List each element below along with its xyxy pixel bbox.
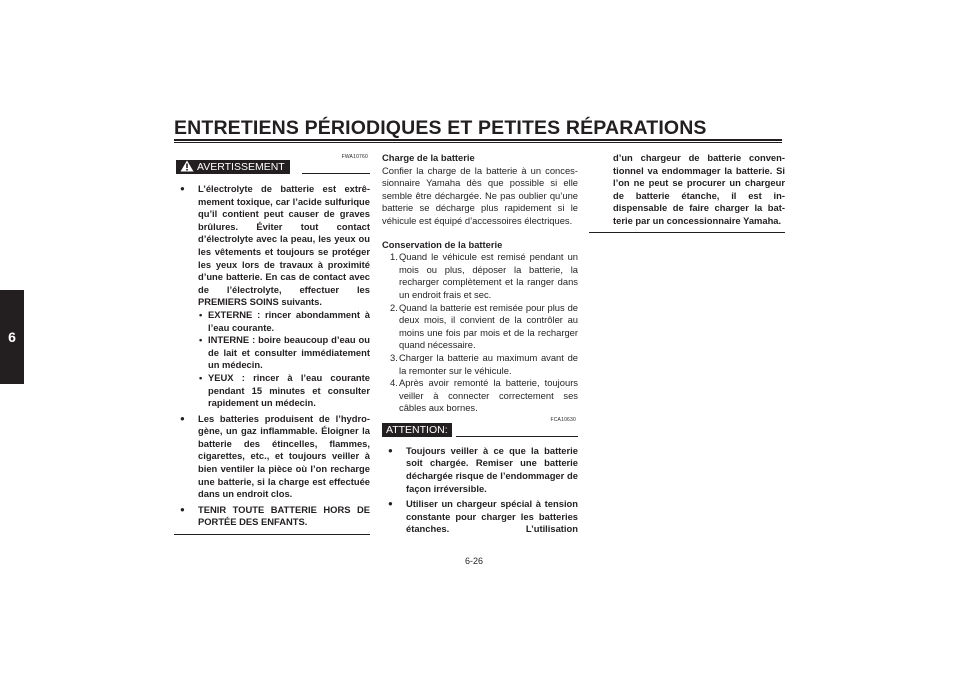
page-title: ENTRETIENS PÉRIODIQUES ET PETITES RÉPARATIONS <box>174 117 707 139</box>
step-text: Charger la batterie au maximum avant de la remonter sur le véhicule. <box>399 351 578 376</box>
warning-sub-text: INTERNE : boire beaucoup d’eau ou de lait et consulter immédiatement un médecin. <box>208 334 370 371</box>
bullet-dot-icon: ● <box>180 413 185 423</box>
warning-bullet <box>174 504 370 529</box>
step-text: Quand le véhicule est remisé pendant un mois ou plus, déposer la batterie, la recharger complètement et la ranger dans un endroit frais et sec. <box>399 251 578 300</box>
warning-header-rule <box>302 173 370 174</box>
chapter-tab: 6 <box>0 290 24 384</box>
storage-title: Conservation de la batterie <box>382 238 503 250</box>
warning-sub-text: YEUX : rincer à l’eau courante pendant 15 minutes et consulter rapidement un médecin. <box>208 371 370 409</box>
warning-bullet <box>174 413 370 501</box>
warning-label: AVERTISSEMENT <box>197 161 285 173</box>
warning-sub-bullet <box>174 334 370 372</box>
warning-triangle-icon <box>180 160 194 172</box>
sub-bullet-dot-icon: • <box>199 308 203 320</box>
step-number: 2. <box>390 301 398 313</box>
warning-bullet-text: TENIR TOUTE BATTERIE HORS DE PORTÉE DES ENFANTS. <box>198 503 370 528</box>
page-number: 6-26 <box>465 556 484 566</box>
bullet-dot-icon: ● <box>388 445 393 455</box>
attention-bullet-text: Toujours veiller à ce que la batterie soit chargée. Remiser une batterie déchargée risque de l’endommager de façon irréversible. <box>406 444 578 494</box>
attention-header <box>382 415 578 437</box>
attention-header-rule <box>456 436 578 437</box>
warning-sub-text: EXTERNE : rincer abondamment à l’eau courante. <box>208 308 370 333</box>
bullet-dot-icon: ● <box>180 184 185 193</box>
step-number: 1. <box>390 251 398 263</box>
title-rule <box>174 139 782 141</box>
warning-sub-bullet <box>174 372 370 410</box>
charge-text: Confier la charge de la batterie à un concessionnaire Yamaha dès que possible si elle semble être déchargée. Ne pas oublier qu’une batterie se décharge plus rapidement si le véhicule est équipé d’accessoires électriques. <box>382 164 578 226</box>
step-text: Après avoir remonté la batterie, toujours veiller à connecter correctement ses câbles aux bornes. <box>399 377 578 414</box>
warning-bullet-text: L’électrolyte de batterie est extrêmement toxique, car l’acide sulfurique qu’il contient peut causer de graves brûlures. Éviter tout contact d’électrolyte avec la peau, les yeux ou les vêtements et toujours se protéger les yeux lors de travaux à proximité d’une batterie. En cas de contact avec de l’électrolyte, effectuer les PREMIERS SOINS suivants. <box>198 183 370 308</box>
storage-step <box>382 352 578 377</box>
continuation-column <box>589 152 785 233</box>
warning-bullet-text: Les batteries produisent de l’hydrogène, un gaz inflammable. Éloigner la batterie des étincelles, flammes, cigarettes, etc., et toujours veiller à bien ventiler la pièce où l’on recharge une batterie, si la charge est effectuée dans un endroit clos. <box>198 412 370 500</box>
charge-title: Charge de la batterie <box>382 152 475 163</box>
sub-bullet-dot-icon: • <box>199 334 203 346</box>
step-text: Quand la batterie est remisée pour plus de deux mois, il convient de la contrôler au moins une fois par mois et de la recharger quand nécessaire. <box>399 301 578 351</box>
attention-bullet-text: Utiliser un chargeur spécial à tension constante pour charger les batteries étanches. L’utilisation <box>406 498 578 535</box>
bullet-dot-icon: ● <box>180 504 185 514</box>
warning-sub-bullet <box>174 309 370 334</box>
warning-bullet <box>174 183 370 309</box>
step-number: 4. <box>390 377 398 389</box>
storage-step <box>382 251 578 301</box>
attention-badge: ATTENTION: <box>382 423 452 437</box>
storage-step <box>382 377 578 415</box>
attention-bullet-continued <box>589 152 785 228</box>
battery-column <box>382 152 578 536</box>
attention-end-rule <box>589 232 785 233</box>
title-rule-thin <box>174 142 782 143</box>
warning-header <box>174 152 370 174</box>
attention-bullet <box>382 445 578 495</box>
warning-column <box>174 152 370 535</box>
warning-badge <box>176 160 290 174</box>
storage-step <box>382 302 578 352</box>
bullet-dot-icon: ● <box>388 499 393 509</box>
sub-bullet-dot-icon: • <box>199 371 203 383</box>
step-number: 3. <box>390 351 398 363</box>
warning-end-rule <box>174 534 370 535</box>
attention-bullet <box>382 498 578 536</box>
attention-bullet-text: d’un chargeur de batterie conventionnel va endommager la batterie. Si l’on ne peut se procurer un chargeur de batterie étanche, il est indispensable de faire charger la batterie par un concessionnaire Yamaha. <box>613 152 785 226</box>
warning-code: FWA10760 <box>341 154 368 160</box>
attention-code: FCA10630 <box>550 416 576 423</box>
